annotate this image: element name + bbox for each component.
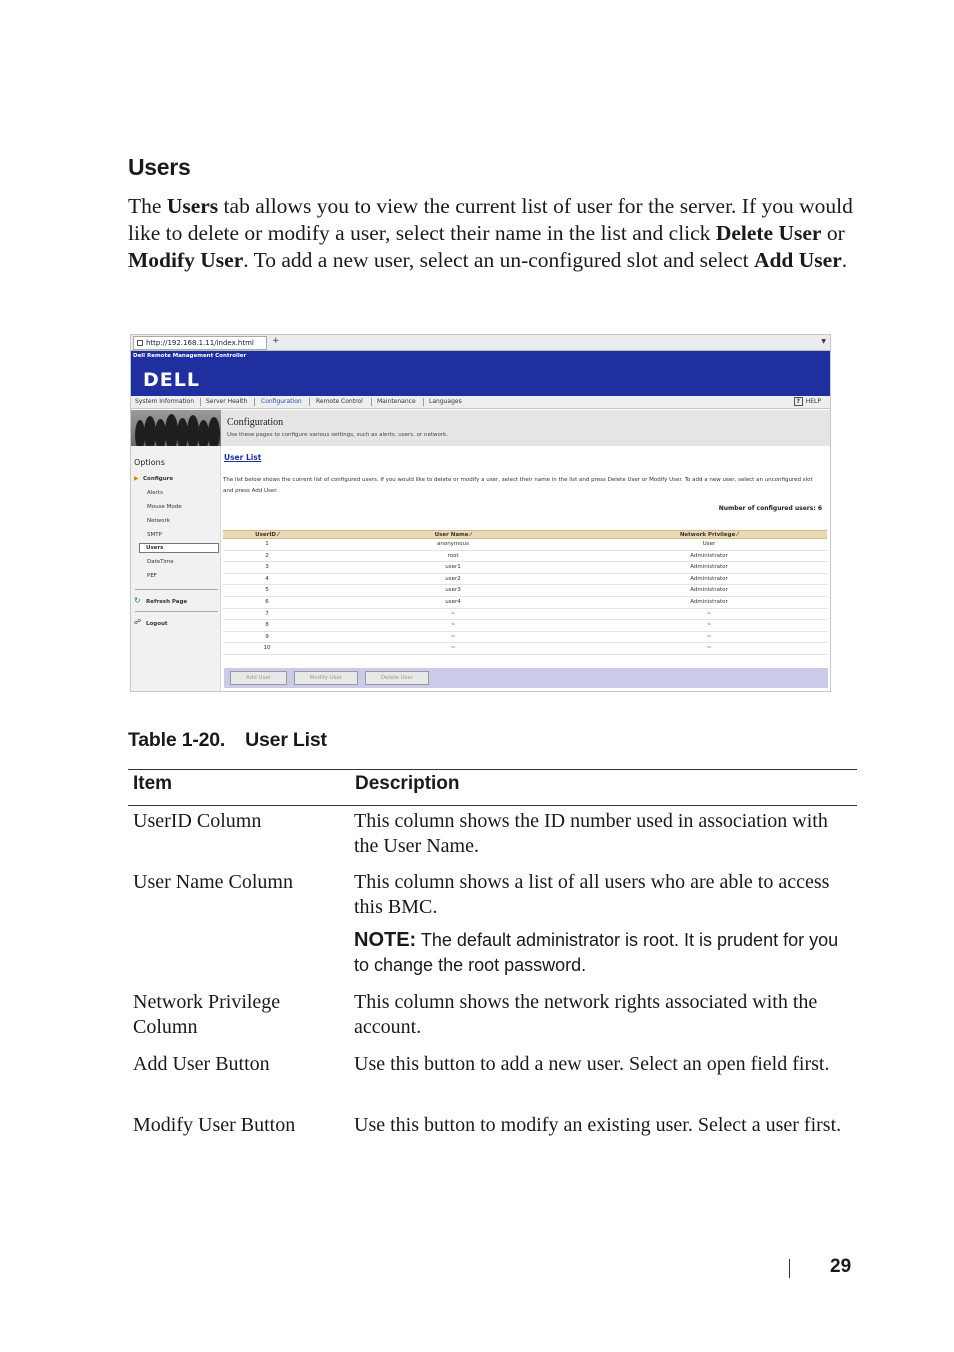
row-item-add-user: Add User Button	[133, 1053, 270, 1075]
options-sidebar	[131, 446, 221, 691]
column-header-item: Item	[133, 773, 173, 794]
refresh-icon: ↻	[134, 596, 141, 605]
nav-maintenance[interactable]: Maintenance	[377, 398, 416, 405]
help-icon: ?	[794, 397, 803, 406]
sidebar-item-smtp[interactable]: SMTP	[147, 532, 162, 538]
table-row[interactable]: 10 ~ ~	[223, 643, 827, 655]
table-title: User List	[245, 729, 327, 751]
column-header-username[interactable]: User Name ⁄	[434, 532, 472, 538]
expand-arrow-icon: ▶	[134, 475, 139, 482]
modify-user-button[interactable]: Modify User	[294, 671, 358, 685]
page-icon	[137, 340, 143, 346]
table-row[interactable]: 1 anonymous User	[223, 539, 827, 551]
user-table-header	[223, 530, 827, 539]
row-item-username: User Name Column	[133, 871, 293, 893]
row-item-userid: UserID Column	[133, 810, 262, 832]
column-header-network-privilege[interactable]: Network Privilege ⁄	[679, 532, 739, 538]
column-header-description: Description	[355, 773, 460, 794]
note	[354, 928, 854, 978]
nav-server-health[interactable]: Server Health	[206, 398, 248, 405]
new-tab-icon[interactable]: +	[272, 336, 280, 346]
sidebar-item-datetime[interactable]: DateTime	[147, 559, 174, 565]
user-list-panel	[221, 446, 830, 691]
configured-users-count: Number of configured users: 6	[718, 505, 822, 512]
sidebar-item-users[interactable]: Users	[139, 543, 219, 553]
page-number: 29	[830, 1256, 852, 1277]
user-table	[223, 530, 827, 655]
sidebar-item-pef[interactable]: PEF	[147, 573, 157, 579]
dropdown-arrow-icon[interactable]: ▼	[821, 338, 826, 345]
table-caption	[128, 729, 327, 752]
table-header-rule	[128, 805, 857, 806]
modify-user-term: Modify User	[128, 248, 244, 272]
users-tab-term: Users	[166, 194, 219, 218]
app-title: Dell Remote Management Controller	[133, 353, 247, 359]
nav-system-information[interactable]: System Information	[135, 398, 195, 405]
sidebar-item-network[interactable]: Network	[147, 518, 170, 524]
table-row[interactable]: 9 ~ ~	[223, 632, 827, 644]
table-row[interactable]: 4 user2 Administrator	[223, 574, 827, 586]
note-label: NOTE:	[354, 929, 417, 951]
row-desc-userid: This column shows the ID number used in association with the User Name.	[354, 810, 828, 857]
intro-paragraph: The Users tab allows you to view the current list of user for the server. If you would like to delete or modify a user, select their name in the list and click Delete User or Modify User. To add a new user, select an un-configured slot and select Add User.	[128, 194, 853, 272]
table-row[interactable]: 7 ~ ~	[223, 609, 827, 621]
address-url: http://192.168.1.11/index.html	[146, 339, 254, 347]
brand-header	[131, 351, 830, 396]
logout-link[interactable]: Logout	[146, 621, 168, 627]
row-desc-network-privilege: This column shows the network rights associated with the account.	[354, 991, 818, 1038]
dell-logo: DELL	[143, 369, 200, 391]
browser-address-bar	[131, 335, 830, 351]
row-item-modify-user: Modify User Button	[133, 1114, 296, 1136]
delete-user-term: Delete User	[715, 221, 822, 245]
user-list-title: User List	[224, 453, 262, 462]
column-header-userid[interactable]: UserID ⁄	[255, 532, 279, 538]
add-user-term: Add User	[753, 248, 842, 272]
row-desc-add-user: Use this button to add a new user. Select an open field first.	[354, 1053, 830, 1075]
refresh-page-link[interactable]: Refresh Page	[146, 599, 188, 605]
user-list-description: The list below shows the current list of configured users. If you would like to delete or modify a user, select their name in the list and press Delete User or Modify User. To add a new user, select an unconfigured slot and press Add User.	[223, 477, 813, 494]
nav-languages[interactable]: Languages	[429, 398, 462, 405]
logout-icon: ☍	[134, 618, 142, 626]
sidebar-item-configure[interactable]: Configure	[143, 476, 174, 482]
nav-remote-control[interactable]: Remote Control	[316, 398, 363, 405]
table-top-rule	[128, 769, 857, 770]
delete-user-button[interactable]: Delete User	[365, 671, 429, 685]
configuration-title: Configuration	[227, 417, 284, 428]
table-row[interactable]: 2 root Administrator	[223, 551, 827, 563]
table-row[interactable]: 3 user1 Administrator	[223, 562, 827, 574]
user-list-screenshot	[130, 334, 831, 692]
sidebar-item-mouse-mode[interactable]: Mouse Mode	[147, 504, 182, 510]
browser-tab[interactable]	[133, 336, 267, 350]
help-link[interactable]: ? HELP	[794, 397, 821, 406]
people-banner-image	[131, 410, 221, 446]
row-item-network-privilege: Network Privilege Column	[133, 991, 281, 1038]
options-title: Options	[134, 458, 165, 467]
row-desc-modify-user: Use this button to modify an existing user. Select a user first.	[354, 1114, 842, 1136]
user-action-bar	[224, 668, 828, 688]
configuration-header	[221, 410, 830, 446]
nav-configuration[interactable]: Configuration	[261, 398, 302, 405]
section-heading: Users	[128, 154, 191, 180]
table-number: Table 1-20.	[128, 729, 226, 751]
main-nav	[131, 396, 830, 409]
table-row[interactable]: 8 ~ ~	[223, 620, 827, 632]
footer-divider	[789, 1259, 790, 1278]
table-row[interactable]: 5 user3 Administrator	[223, 585, 827, 597]
table-row[interactable]: 6 user4 Administrator	[223, 597, 827, 609]
row-desc-username: This column shows a list of all users who are able to access this BMC.	[354, 871, 830, 918]
configuration-subtitle: Use these pages to configure various settings, such as alerts, users, or network.	[227, 432, 449, 438]
note-text: The default administrator is root. It is prudent for you to change the root password.	[354, 930, 839, 975]
add-user-button[interactable]: Add User	[230, 671, 287, 685]
sidebar-item-alerts[interactable]: Alerts	[147, 490, 163, 496]
